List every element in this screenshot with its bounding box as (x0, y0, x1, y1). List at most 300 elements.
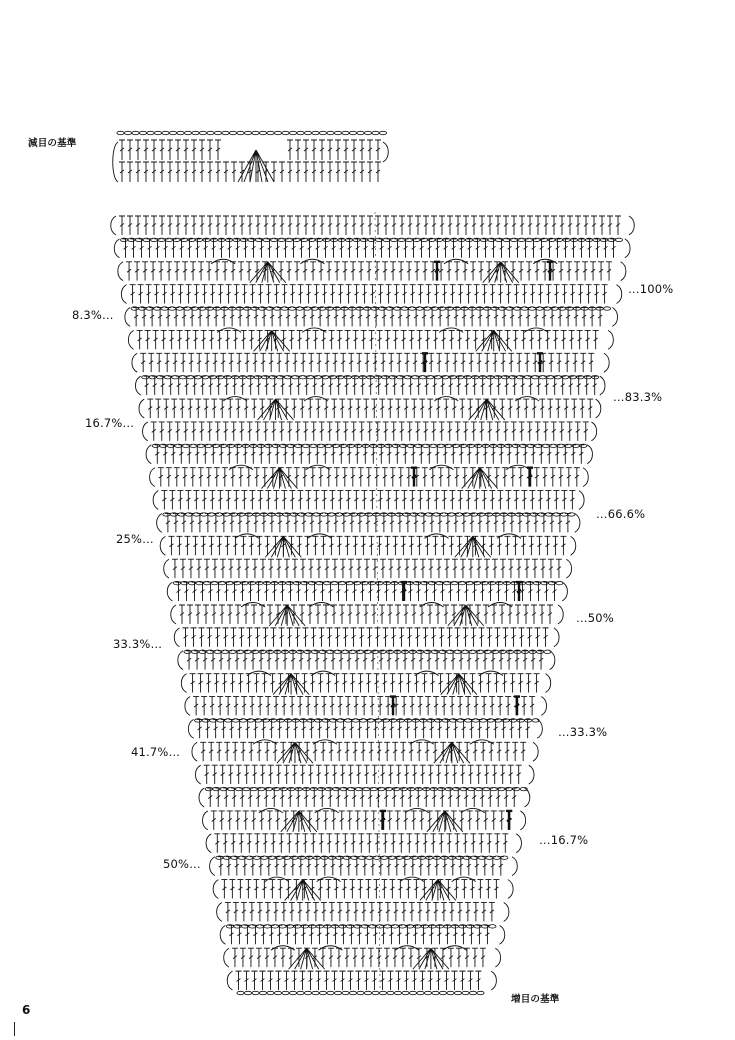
double-crochet-icon (531, 605, 537, 624)
double-crochet-icon (452, 559, 458, 578)
double-crochet-icon (222, 262, 228, 281)
double-crochet-icon (201, 330, 207, 349)
double-crochet-icon (500, 559, 506, 578)
turning-chain-icon (181, 674, 186, 693)
double-crochet-icon (462, 468, 468, 487)
double-crochet-icon (294, 262, 300, 281)
double-crochet-icon (276, 353, 282, 372)
double-crochet-icon (564, 353, 570, 372)
turning-chain-icon (224, 948, 229, 967)
double-crochet-icon (158, 468, 164, 487)
double-crochet-icon (268, 559, 274, 578)
double-crochet-icon (366, 834, 372, 853)
double-crochet-icon (488, 536, 494, 555)
fan-cluster-icon (289, 948, 325, 969)
double-crochet-icon (473, 902, 479, 921)
chain-stitch-icon (252, 131, 259, 134)
double-crochet-icon (287, 162, 293, 182)
double-crochet-icon (569, 491, 575, 510)
double-crochet-icon (459, 399, 465, 418)
double-crochet-icon (531, 399, 537, 418)
double-crochet-icon (476, 559, 482, 578)
double-crochet-icon (369, 902, 375, 921)
double-crochet-icon (318, 468, 324, 487)
double-crochet-icon (183, 140, 189, 160)
double-crochet-icon (251, 399, 257, 418)
double-crochet-icon (556, 353, 562, 372)
double-crochet-icon (507, 399, 513, 418)
page-edge-rule (14, 1022, 15, 1036)
double-crochet-icon (409, 330, 415, 349)
double-crochet-icon (254, 674, 260, 693)
double-crochet-icon (221, 880, 227, 899)
double-crochet-icon (340, 765, 346, 784)
chain-stitch-icon (327, 131, 334, 134)
chain-stitch-icon (147, 131, 154, 134)
double-crochet-icon (494, 468, 500, 487)
double-crochet-icon (244, 559, 250, 578)
double-crochet-icon (382, 834, 388, 853)
double-crochet-icon (478, 674, 484, 693)
double-crochet-icon (377, 491, 383, 510)
chain-stitch-icon (357, 991, 364, 994)
double-crochet-icon (400, 536, 406, 555)
double-crochet-icon (388, 559, 394, 578)
double-crochet-icon (321, 330, 327, 349)
double-crochet-icon (468, 353, 474, 372)
turning-chain-icon (533, 742, 538, 761)
decrease-marker-icon (375, 212, 380, 990)
double-crochet-icon (143, 140, 149, 160)
double-crochet-icon (508, 765, 514, 784)
double-crochet-icon (574, 262, 580, 281)
double-crochet-icon (414, 262, 420, 281)
double-crochet-icon (538, 285, 544, 304)
double-crochet-icon (295, 216, 301, 235)
double-crochet-icon (281, 697, 287, 716)
double-crochet-icon (199, 422, 205, 441)
double-crochet-icon (169, 330, 175, 349)
double-crochet-icon (379, 605, 385, 624)
double-crochet-icon (332, 353, 338, 372)
double-crochet-icon (535, 422, 541, 441)
double-crochet-icon (479, 422, 485, 441)
double-crochet-icon (145, 330, 151, 349)
double-crochet-icon (387, 605, 393, 624)
double-crochet-icon (207, 140, 213, 160)
double-crochet-icon (153, 330, 159, 349)
double-crochet-icon (372, 559, 378, 578)
double-crochet-icon (315, 399, 321, 418)
double-crochet-icon (348, 353, 354, 372)
double-crochet-icon (497, 697, 503, 716)
double-crochet-icon (287, 628, 293, 647)
double-crochet-icon (266, 285, 272, 304)
right-percent-16-7: …16.7% (539, 833, 589, 847)
turning-chain-icon (171, 605, 176, 624)
double-crochet-icon (416, 742, 422, 761)
double-crochet-icon (193, 330, 199, 349)
double-crochet-icon (500, 353, 506, 372)
double-crochet-icon (311, 162, 317, 182)
double-crochet-icon (515, 605, 521, 624)
double-crochet-icon (464, 948, 470, 967)
double-crochet-icon (423, 216, 429, 235)
double-crochet-icon (398, 834, 404, 853)
double-crochet-icon (422, 468, 428, 487)
double-crochet-icon (435, 399, 441, 418)
double-crochet-icon (311, 140, 317, 160)
double-crochet-icon (127, 216, 133, 235)
double-crochet-icon (185, 330, 191, 349)
chain-stitch-icon (274, 131, 281, 134)
double-crochet-icon (430, 834, 436, 853)
double-crochet-icon (367, 162, 373, 182)
chain-stitch-icon (387, 991, 394, 994)
double-crochet-icon (457, 697, 463, 716)
double-crochet-icon (336, 742, 342, 761)
double-crochet-icon (542, 262, 548, 281)
double-crochet-icon (307, 971, 313, 990)
double-crochet-icon (292, 353, 298, 372)
double-crochet-icon (151, 140, 157, 160)
double-crochet-icon (486, 674, 492, 693)
double-crochet-icon (241, 902, 247, 921)
double-crochet-icon (461, 880, 467, 899)
turning-chain-icon (608, 330, 613, 349)
double-crochet-icon (303, 628, 309, 647)
double-crochet-icon (249, 491, 255, 510)
double-crochet-icon (415, 422, 421, 441)
double-crochet-icon (460, 353, 466, 372)
turning-chain-icon (504, 902, 509, 921)
double-crochet-icon (468, 559, 474, 578)
double-crochet-icon (195, 399, 201, 418)
double-crochet-icon (224, 536, 230, 555)
double-crochet-icon (505, 697, 511, 716)
double-crochet-icon (569, 330, 575, 349)
double-crochet-icon (434, 285, 440, 304)
double-crochet-icon (391, 628, 397, 647)
double-crochet-icon (256, 948, 262, 967)
chain-stitch-icon (237, 991, 244, 994)
chain-stitch-icon (304, 991, 311, 994)
turning-chain-icon (596, 399, 601, 418)
double-crochet-icon (247, 216, 253, 235)
double-crochet-icon (398, 262, 404, 281)
double-crochet-icon (126, 262, 132, 281)
double-crochet-icon (329, 902, 335, 921)
double-crochet-icon (246, 262, 252, 281)
double-crochet-icon (535, 628, 541, 647)
double-crochet-icon (537, 330, 543, 349)
double-crochet-icon (135, 162, 141, 182)
double-crochet-icon (259, 811, 265, 830)
double-crochet-icon (166, 262, 172, 281)
turning-chain-icon (210, 857, 215, 876)
double-crochet-icon (289, 330, 295, 349)
turning-chain-icon (192, 742, 197, 761)
fan-cluster-icon (273, 674, 309, 695)
double-crochet-icon (455, 422, 461, 441)
double-crochet-icon (404, 765, 410, 784)
double-crochet-icon (192, 536, 198, 555)
chain-stitch-icon (207, 131, 214, 134)
double-crochet-icon (326, 674, 332, 693)
double-crochet-icon (519, 628, 525, 647)
double-crochet-icon (289, 902, 295, 921)
double-crochet-icon (494, 674, 500, 693)
double-crochet-icon (312, 742, 318, 761)
double-crochet-icon (396, 559, 402, 578)
double-crochet-icon (553, 330, 559, 349)
double-crochet-icon (487, 216, 493, 235)
double-crochet-icon (191, 140, 197, 160)
double-crochet-icon (159, 140, 165, 160)
double-crochet-icon (387, 399, 393, 418)
double-crochet-icon (453, 880, 459, 899)
double-crochet-icon (369, 330, 375, 349)
double-crochet-icon (212, 765, 218, 784)
double-crochet-icon (415, 216, 421, 235)
chain-stitch-icon (379, 991, 386, 994)
double-crochet-icon (244, 353, 250, 372)
chain-stitch-icon (364, 991, 371, 994)
double-crochet-icon (448, 536, 454, 555)
double-crochet-icon (590, 262, 596, 281)
double-crochet-icon (359, 162, 365, 182)
double-crochet-icon (158, 262, 164, 281)
double-crochet-icon (175, 140, 181, 160)
double-crochet-icon (333, 880, 339, 899)
double-crochet-icon (521, 491, 527, 510)
increase-reference-label: 増目の基準 (511, 994, 560, 1005)
double-crochet-icon (514, 285, 520, 304)
double-crochet-icon (412, 765, 418, 784)
double-crochet-icon (480, 948, 486, 967)
double-crochet-icon (203, 399, 209, 418)
double-crochet-icon (514, 697, 520, 716)
double-crochet-icon (389, 880, 395, 899)
double-crochet-icon (500, 765, 506, 784)
double-crochet-icon (324, 765, 330, 784)
turning-chain-icon (213, 880, 218, 899)
double-crochet-icon (540, 559, 546, 578)
double-crochet-icon (383, 628, 389, 647)
double-crochet-icon (327, 422, 333, 441)
chain-stitch-icon (265, 877, 289, 882)
double-crochet-icon (462, 262, 468, 281)
double-crochet-icon (265, 697, 271, 716)
double-crochet-icon (272, 742, 278, 761)
double-crochet-icon (546, 285, 552, 304)
double-crochet-icon (508, 559, 514, 578)
left-percent-41-7: 41.7%… (131, 745, 181, 759)
double-crochet-icon (523, 605, 529, 624)
double-crochet-icon (159, 422, 165, 441)
double-crochet-icon (226, 285, 232, 304)
double-crochet-icon (270, 834, 276, 853)
double-crochet-icon (211, 811, 217, 830)
double-crochet-icon (585, 330, 591, 349)
double-crochet-icon (345, 902, 351, 921)
double-crochet-icon (349, 880, 355, 899)
double-crochet-icon (336, 948, 342, 967)
double-crochet-icon (271, 628, 277, 647)
double-crochet-icon (464, 742, 470, 761)
double-crochet-icon (481, 491, 487, 510)
double-crochet-icon (202, 285, 208, 304)
left-percent-8-3: 8.3%… (72, 308, 114, 322)
turning-chain-icon (575, 513, 580, 532)
double-crochet-icon (598, 262, 604, 281)
double-crochet-icon (305, 902, 311, 921)
double-crochet-icon (215, 628, 221, 647)
double-crochet-icon (177, 330, 183, 349)
double-crochet-icon (551, 216, 557, 235)
double-crochet-icon (363, 971, 369, 990)
double-crochet-icon (273, 902, 279, 921)
double-crochet-icon (337, 330, 343, 349)
double-crochet-icon (281, 902, 287, 921)
double-crochet-icon (518, 674, 524, 693)
double-crochet-icon (371, 971, 377, 990)
chain-stitch-icon (124, 131, 131, 134)
double-crochet-icon (496, 536, 502, 555)
double-crochet-icon (248, 948, 254, 967)
double-crochet-icon (119, 140, 125, 160)
double-crochet-icon (527, 468, 533, 487)
double-crochet-icon (433, 902, 439, 921)
double-crochet-icon (578, 285, 584, 304)
double-crochet-icon (250, 285, 256, 304)
turning-chain-icon (160, 536, 165, 555)
double-crochet-icon (294, 468, 300, 487)
chain-stitch-icon (342, 131, 349, 134)
double-crochet-icon (428, 353, 434, 372)
double-crochet-icon (410, 285, 416, 304)
double-crochet-icon (458, 285, 464, 304)
double-crochet-icon (214, 834, 220, 853)
double-crochet-icon (495, 422, 501, 441)
double-crochet-icon (398, 674, 404, 693)
double-crochet-icon (199, 162, 205, 182)
turning-chain-icon (587, 445, 592, 464)
double-crochet-icon (459, 811, 465, 830)
double-crochet-icon (360, 948, 366, 967)
double-crochet-icon (211, 605, 217, 624)
double-crochet-icon (348, 559, 354, 578)
turning-chain-icon (220, 925, 225, 944)
double-crochet-icon (554, 285, 560, 304)
double-crochet-icon (204, 353, 210, 372)
double-crochet-icon (441, 902, 447, 921)
double-crochet-icon (177, 491, 183, 510)
double-crochet-icon (371, 811, 377, 830)
double-crochet-icon (432, 536, 438, 555)
double-crochet-icon (239, 422, 245, 441)
double-crochet-icon (406, 674, 412, 693)
double-crochet-icon (276, 765, 282, 784)
double-crochet-icon (409, 902, 415, 921)
double-crochet-icon (287, 140, 293, 160)
decrease-sample-chart (113, 131, 389, 182)
chain-stitch-icon (274, 991, 281, 994)
double-crochet-icon (240, 742, 246, 761)
left-percent-33-3: 33.3%… (113, 637, 163, 651)
double-crochet-icon (268, 353, 274, 372)
double-crochet-icon (243, 811, 249, 830)
chain-stitch-icon (214, 131, 221, 134)
double-crochet-icon (311, 628, 317, 647)
double-crochet-icon (233, 902, 239, 921)
double-crochet-icon (249, 902, 255, 921)
double-crochet-icon (204, 559, 210, 578)
double-crochet-icon (583, 422, 589, 441)
double-crochet-icon (294, 834, 300, 853)
turning-chain-icon (583, 468, 588, 487)
double-crochet-icon (119, 216, 125, 235)
double-crochet-icon (438, 468, 444, 487)
double-crochet-icon (379, 399, 385, 418)
double-crochet-icon (323, 971, 329, 990)
double-crochet-icon (225, 697, 231, 716)
double-crochet-icon (268, 765, 274, 784)
double-crochet-icon (345, 330, 351, 349)
double-crochet-icon (399, 628, 405, 647)
double-crochet-icon (552, 536, 558, 555)
double-crochet-icon (492, 559, 498, 578)
chain-stitch-icon (372, 131, 379, 134)
chain-stitch-icon (259, 991, 266, 994)
double-crochet-icon (433, 330, 439, 349)
double-crochet-icon (263, 216, 269, 235)
double-crochet-icon (346, 285, 352, 304)
double-crochet-icon (425, 491, 431, 510)
double-crochet-icon (351, 216, 357, 235)
double-crochet-icon (449, 697, 455, 716)
turning-chain-icon (629, 216, 634, 235)
double-crochet-icon (382, 674, 388, 693)
chain-stitch-icon (417, 991, 424, 994)
double-crochet-icon (468, 765, 474, 784)
double-crochet-icon (449, 902, 455, 921)
double-crochet-icon (462, 834, 468, 853)
chain-stitch-icon (334, 131, 341, 134)
double-crochet-icon (469, 880, 475, 899)
chain-stitch-icon (312, 991, 319, 994)
double-crochet-icon (307, 605, 313, 624)
double-crochet-icon (335, 628, 341, 647)
double-crochet-icon (191, 628, 197, 647)
double-crochet-icon (310, 674, 316, 693)
double-crochet-icon (238, 262, 244, 281)
double-crochet-icon (344, 536, 350, 555)
double-crochet-icon (449, 491, 455, 510)
chain-stitch-icon (424, 991, 431, 994)
double-crochet-icon (316, 559, 322, 578)
double-crochet-icon (219, 399, 225, 418)
double-crochet-icon (355, 605, 361, 624)
double-crochet-icon (169, 491, 175, 510)
double-crochet-icon (473, 330, 479, 349)
double-crochet-icon (586, 285, 592, 304)
double-crochet-icon (408, 948, 414, 967)
double-crochet-icon (314, 285, 320, 304)
double-crochet-icon (230, 468, 236, 487)
double-crochet-icon (493, 880, 499, 899)
double-crochet-icon (397, 880, 403, 899)
